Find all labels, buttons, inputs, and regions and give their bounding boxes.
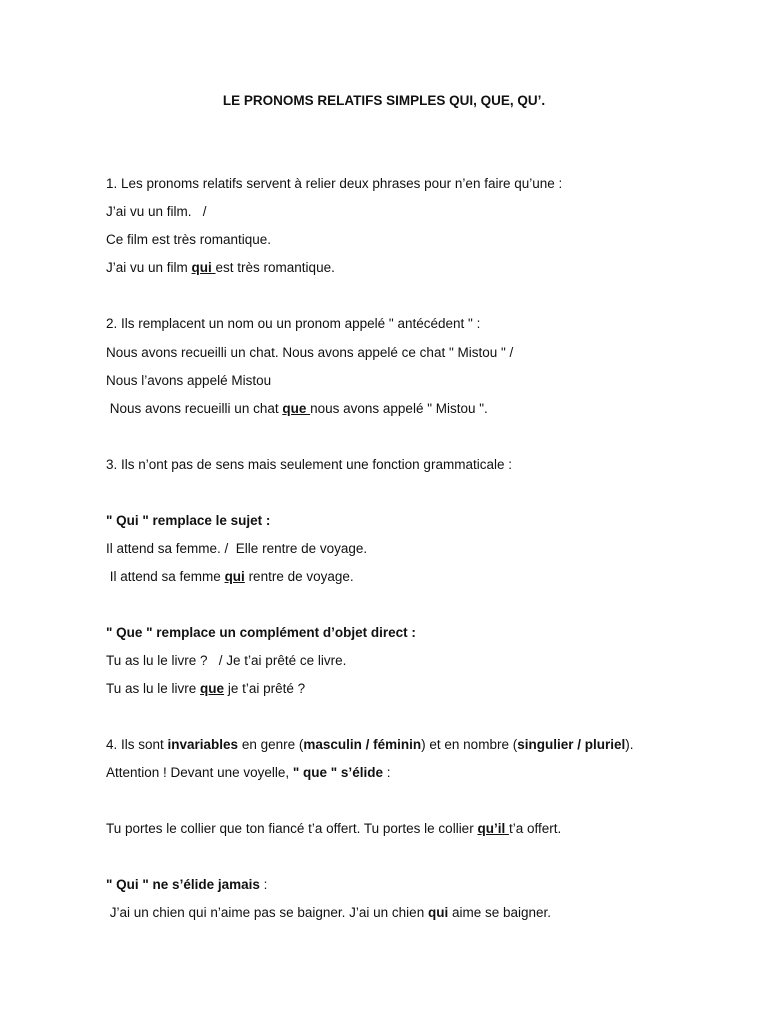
section3-heading: 3. Ils n’ont pas de sens mais seulement une fonction grammaticale : (106, 457, 512, 472)
relative-pronoun: qui (191, 260, 216, 275)
section2-line2: Nous l’avons appelé Mistou (106, 373, 272, 388)
que-line1: Tu as lu le livre ? / Je t’ai prêté ce livre. (106, 653, 347, 668)
page-title: LE PRONOMS RELATIFS SIMPLES QUI, QUE, QU’. (222, 93, 546, 108)
example-text: nous avons appelé " Mistou ". (310, 401, 488, 416)
section1-example (106, 259, 335, 277)
example-text: t’a offert. (508, 821, 562, 836)
example-text: Tu portes le collier que ton fiancé t’a offert. Tu portes le collier (106, 821, 478, 836)
example-text: Nous avons recueilli un chat (106, 401, 283, 416)
qui-no-elision-example (106, 904, 551, 922)
section2-line1: Nous avons recueilli un chat. Nous avons appelé ce chat " Mistou " / (106, 345, 514, 360)
example-text: je t’ai prêté ? (224, 681, 306, 696)
elision-example (106, 820, 561, 838)
relative-pronoun: que (282, 401, 311, 416)
relative-pronoun: qui (224, 569, 245, 584)
example-text: rentre de voyage. (244, 569, 354, 584)
section2-heading: 2. Ils remplacent un nom ou un pronom appelé " antécédent " : (106, 316, 481, 331)
example-text: Il attend sa femme (106, 569, 225, 584)
example-text: J’ai vu un film (106, 260, 192, 275)
qui-no-elision-heading: " Qui " ne s’élide jamais : (106, 877, 268, 892)
example-text: Tu as lu le livre (106, 681, 201, 696)
qui-subject-heading: " Qui " remplace le sujet : (106, 513, 271, 528)
section4-heading: 4. Ils sont invariables en genre (masculin / féminin) et en nombre (singulier / pluriel). (106, 737, 634, 752)
relative-pronoun: que (200, 681, 225, 696)
qui-line1: Il attend sa femme. / Elle rentre de voyage. (106, 541, 368, 556)
relative-pronoun: qui (427, 905, 449, 920)
section2-example (106, 400, 488, 418)
relative-pronoun: qu’il (477, 821, 509, 836)
section1-heading: 1. Les pronoms relatifs servent à relier deux phrases pour n’en faire qu’une : (106, 176, 563, 191)
section1-line1: J’ai vu un film. / (106, 204, 207, 219)
qui-example (106, 568, 354, 586)
section1-line2: Ce film est très romantique. (106, 232, 272, 247)
example-text: J’ai un chien qui n’aime pas se baigner. J’ai un chien (106, 905, 428, 920)
example-text: est très romantique. (215, 260, 335, 275)
que-cod-heading: " Que " remplace un complément d’objet direct : (106, 625, 416, 640)
example-text: aime se baigner. (448, 905, 552, 920)
que-example (106, 680, 305, 698)
elision-attention: Attention ! Devant une voyelle, " que " s’élide : (106, 765, 391, 780)
